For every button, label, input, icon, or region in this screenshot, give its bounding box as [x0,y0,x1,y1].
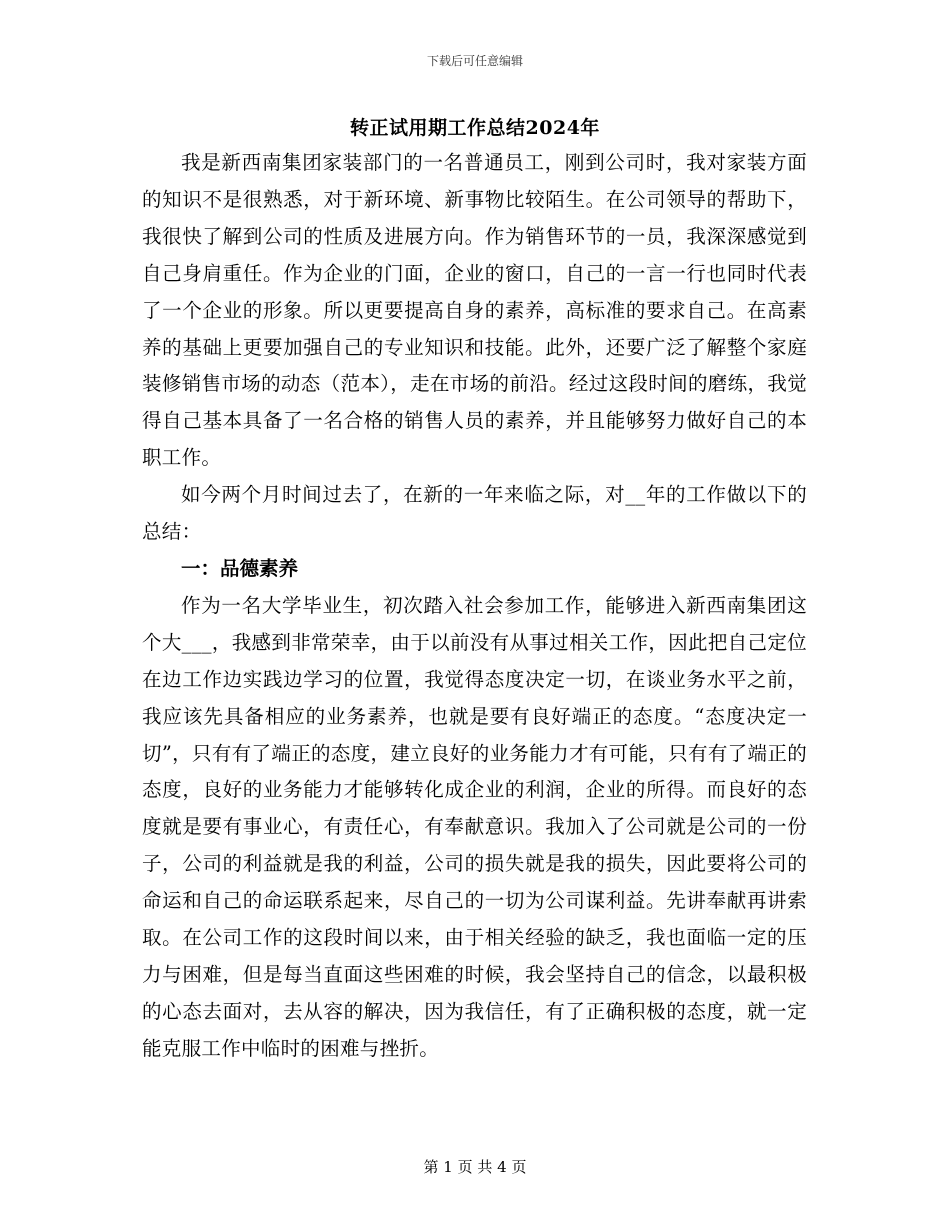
document-title: 转正试用期工作总结2024年 [350,117,600,139]
section-heading-moral-quality: 一：品德素养 [181,556,299,580]
document-body [142,145,807,1068]
section-paragraph-moral-quality: 作为一名大学毕业生，初次踏入社会参加工作，能够进入新西南集团这个大___，我感到非常荣幸，由于以前没有从事过相关工作，因此把自己定位在边工作边实践边学习的位置，我觉得态度决定一切，在谈业务水平之前，我应该先具备相应的业务素养，也就是要有良好端正的态度。“态度决定一切”，只有有了端正的态度，建立良好的业务能力才有可能，只有有了端正的态度，良好的业务能力才能够转化成企业的利润，企业的所得。而良好的态度就是要有事业心，有责任心，有奉献意识。我加入了公司就是公司的一份子，公司的利益就是我的利益，公司的损失就是我的损失，因此要将公司的命运和自己的命运联系起来，尽自己的一切为公司谋利益。先讲奉献再讲索取。在公司工作的这段时间以来，由于相关经验的缺乏，我也面临一定的压力与困难，但是每当直面这些困难的时候，我会坚持自己的信念，以最积极的心态去面对，去从容的解决，因为我信任，有了正确积极的态度，就一定能克服工作中临时的困难与挫折。 [142,593,807,1060]
header-note: 下载后可任意编辑 [426,54,523,68]
intro-paragraph: 我是新西南集团家装部门的一名普通员工，刚到公司时，我对家装方面的知识不是很熟悉，对于新环境、新事物比较陌生。在公司领导的帮助下，我很快了解到公司的性质及进展方向。作为销售环节的一员，我深深感觉到自己身肩重任。作为企业的门面，企业的窗口，自己的一言一行也同时代表了一个企业的形象。所以更要提高自身的素养，高标准的要求自己。在高素养的基础上更要加强自己的专业知识和技能。此外，还要广泛了解整个家庭装修销售市场的动态（范本），走在市场的前沿。经过这段时间的磨练，我觉得自己基本具备了一名合格的销售人员的素养，并且能够努力做好自己的本职工作。 [142,151,807,470]
summary-lead-paragraph: 如今两个月时间过去了，在新的一年来临之际，对__年的工作做以下的总结： [142,483,807,544]
page-number: 第 1 页 共 4 页 [423,1158,527,1176]
